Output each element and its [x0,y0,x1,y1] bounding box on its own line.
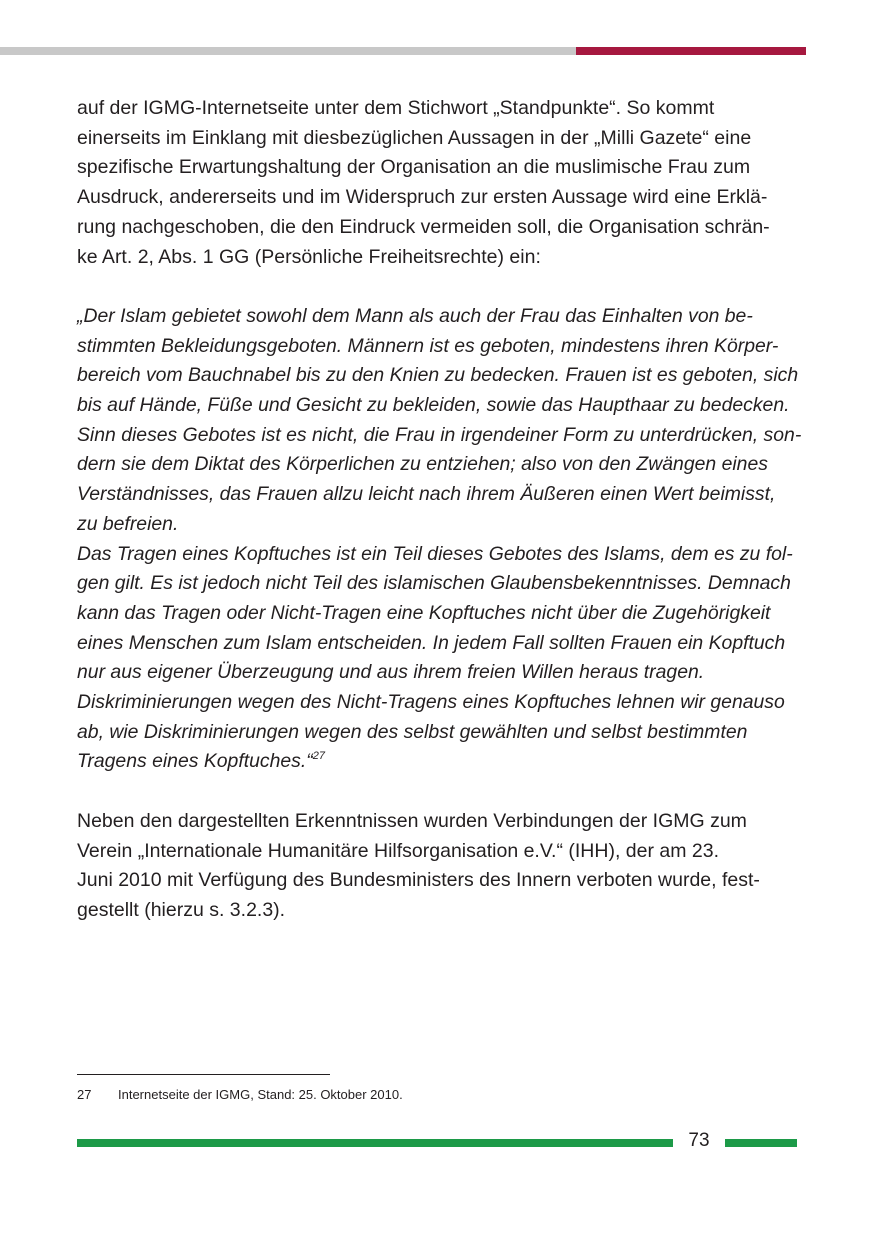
page-number: 73 [688,1130,710,1151]
text-line: rung nachgeschoben, die den Eindruck vermeiden soll, die Organisation schrän- [77,215,770,238]
bottom-decor-bar-right [725,1139,797,1147]
paragraph-1 [77,94,799,272]
quote-line: ab, wie Diskriminierungen wegen des selbst gewählten und selbst bestimmten [77,720,748,743]
text-line: ke Art. 2, Abs. 1 GG (Persönliche Freiheitsrechte) ein: [77,245,541,268]
quote-line: Diskriminierungen wegen des Nicht-Tragens eines Kopftuches lehnen wir genauso [77,691,785,714]
text-line: Neben den dargestellten Erkenntnissen wurden Verbindungen der IGMG zum [77,809,747,832]
quote-line: stimmten Bekleidungsgeboten. Männern ist es geboten, mindestens ihren Körper- [77,334,779,357]
quote-line: dern sie dem Diktat des Körperlichen zu entziehen; also von den Zwängen eines [77,453,768,476]
text-line: auf der IGMG-Internetseite unter dem Stichwort „Standpunkte“. So kommt [77,97,715,119]
quote-line: „Der Islam gebietet sowohl dem Mann als auch der Frau das Einhalten von be- [77,304,753,327]
page-body [77,94,802,926]
quote-line: eines Menschen zum Islam entscheiden. In jedem Fall sollten Frauen ein Kopftuch [77,631,786,654]
quote-line: gen gilt. Es ist jedoch nicht Teil des islamischen Glaubensbekenntnisses. Demnach [77,572,791,595]
top-decor-bar-gray [0,47,576,55]
quote-line: kann das Tragen oder Nicht-Tragen eine Kopftuches nicht über die Zugehörigkeit [77,601,771,624]
footnote [77,1086,403,1104]
paragraph-2 [77,807,799,926]
text-line: Juni 2010 mit Verfügung des Bundesministers des Innern verboten wurde, fest- [77,869,760,892]
quote-line: Das Tragen eines Kopftuches ist ein Teil dieses Gebotes des Islams, dem es zu fol- [77,542,793,565]
quote-line-last [77,747,799,777]
text-line: gestellt (hierzu s. 3.2.3). [77,898,286,921]
text-line: Verein „Internationale Humanitäre Hilfsorganisation e.V.“ (IHH), der am 23. [77,839,720,862]
footnote-divider [77,1074,330,1075]
text-line: einerseits im Einklang mit diesbezüglichen Aussagen in der „Milli Gazete“ eine [77,126,752,149]
footnote-reference: 27 [312,750,325,763]
quote-line: Sinn dieses Gebotes ist es nicht, die Frau in irgendeiner Form zu unterdrücken, son- [77,423,802,446]
quote-line: zu befreien. [77,512,179,535]
text-line: Ausdruck, andererseits und im Widerspruch zur ersten Aussage wird eine Erklä- [77,186,768,209]
text-line: spezifische Erwartungshaltung der Organisation an die muslimische Frau zum [77,156,751,179]
footnote-text: Internetseite der IGMG, Stand: 25. Oktober 2010. [118,1087,403,1102]
quote-line: nur aus eigener Überzeugung und aus ihrem freien Willen heraus tragen. [77,661,705,684]
quote-text-end: Tragens eines Kopftuches.“ [77,750,313,773]
top-decor-bar-red [576,47,806,55]
quote-line: bis auf Hände, Füße und Gesicht zu bekleiden, sowie das Haupthaar zu bedecken. [77,394,790,417]
quote-line: Verständnisses, das Frauen allzu leicht nach ihrem Äußeren einen Wert beimisst, [77,483,776,506]
quote-line: bereich vom Bauchnabel bis zu den Knien zu bedecken. Frauen ist es geboten, sich [77,364,799,387]
quote-block [77,302,802,777]
footnote-number: 27 [77,1087,92,1102]
bottom-decor-bar-left [77,1139,673,1147]
